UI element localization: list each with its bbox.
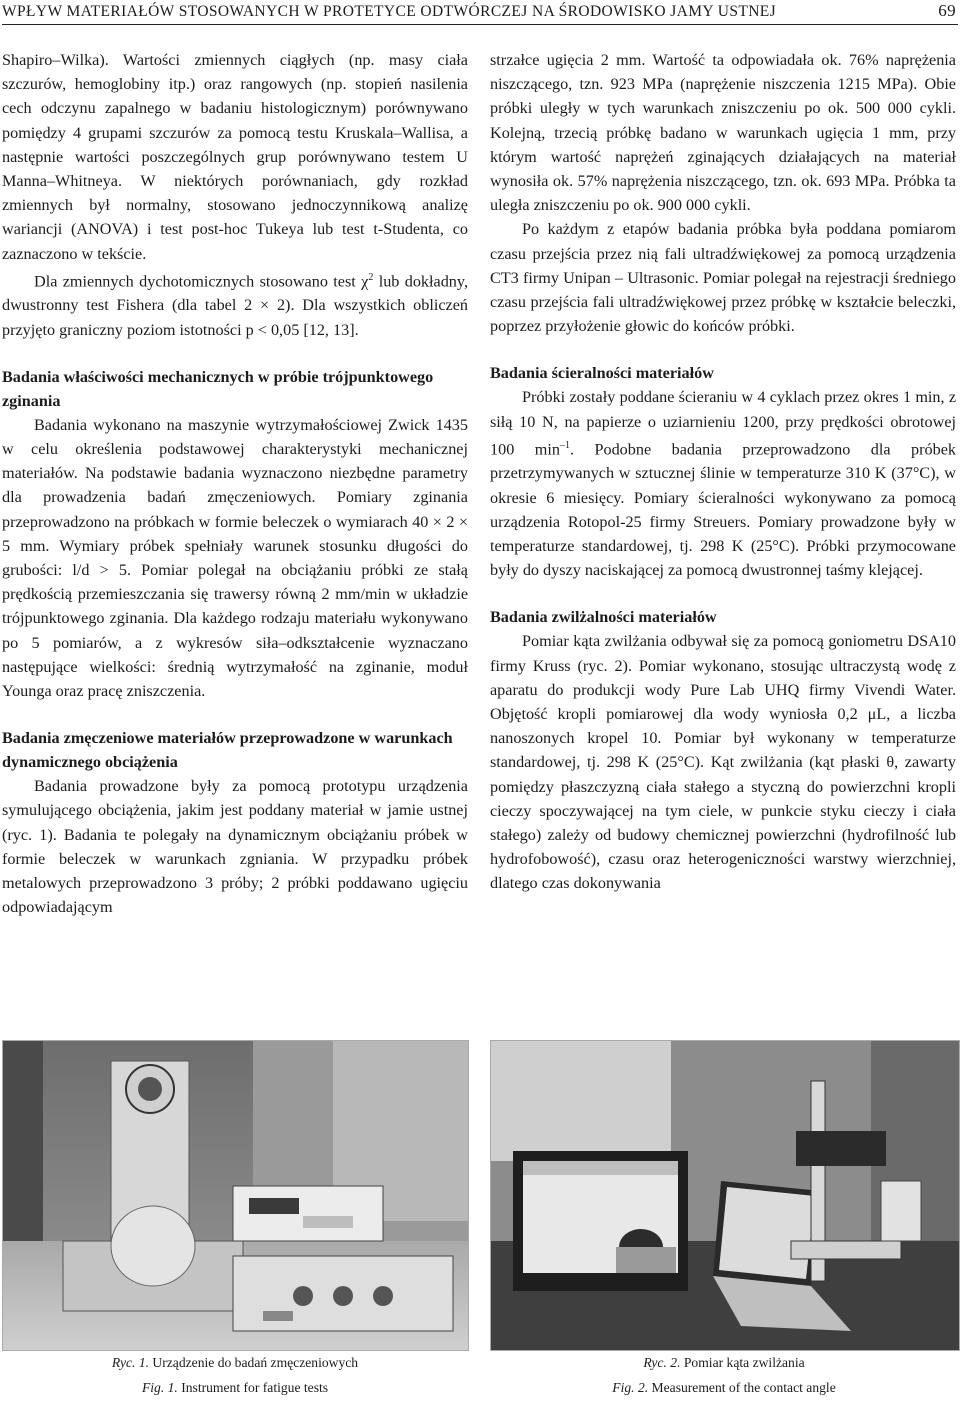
figure-2-caption — [490, 1354, 958, 1397]
abrasion-text-b: . Podobne badania przeprowadzono dla próbek przetrzymywanych w sztucznej ślinie w temperaturze 310 K (37°C), w okresie 6 miesięcy. Pomiary ścieralności wykonywano za pomocą urządzenia Rotopol-25 firmy Streuers. Pomiary prowadzone były w temperaturze standardowej, tj. 298 K (25°C). Próbki przymocowane były do dyszy naciskającej za pomocą dwustronnej taśmy klejącej. — [490, 440, 956, 580]
paragraph-wettability: Pomiar kąta zwilżania odbywał się za pomocą goniometru DSA10 firmy Kruss (ryc. 2). Pomiar wykonano, stosując ultraczystą wodę z aparatu do produkcji wody Pure Lab UHQ firmy Vivendi Water. Objętość kropli pomiarowej dla wody wyniosła 0,2 μL, a liczba nanoszonych kropel 10. Pomiar był wykonany w temperaturze standardowej, tj. 298 K (25°C). Kąt zwilżania (kąt płaski θ, zawarty pomiędzy płaszczyzną ciała stałego a styczną do powierzchni kropli cieczy spoczywającej na tym ciele, w punkcie styku cieczy i ciała stałego) zależy od budowy chemicznej powierzchni (hydrofilność lub hydrofobowość), czasu oraz heterogeniczności warstwy wierzchniej, dlatego czas dokonywania — [490, 632, 956, 893]
figure-1-label-en: Fig. 1. — [141, 1380, 178, 1395]
paragraph-fatigue: Badania prowadzone były za pomocą prototypu urządzenia symulującego obciążenia, jakim jest poddany materiał w jamie ustnej (ryc. 1). Badania te polegały na dynamicznym obciążaniu próbek w formie beleczek w warunkach zgniania. W przypadku próbek metalowych przeprowadzono 3 próby; 2 próbki poddawano ugięciu odpowiadającym — [2, 777, 468, 917]
chi-square-text-b: lub dokładny, dwustronny test Fishera (dla tabel 2 × 2). Dla wszystkich obliczeń przyjęto graniczny poziom istotności p < 0,05 [12, 13]. — [2, 272, 468, 339]
left-column — [2, 48, 468, 919]
page-number: 69 — [938, 1, 956, 20]
figure-2-caption-en — [490, 1379, 958, 1397]
running-header-title: WPŁYW MATERIAŁÓW STOSOWANYCH W PROTETYCE ODTWÓRCZEJ NA ŚRODOWISKO JAMY USTNEJ — [2, 3, 777, 20]
abrasion-superscript: –1 — [559, 439, 570, 451]
figure-1-caption — [2, 1354, 468, 1397]
figure-2-label-pl: Ryc. 2. — [643, 1355, 681, 1370]
chi-square-text-a: Dla zmiennych dychotomicznych stosowano test χ — [34, 272, 369, 291]
figure-2-caption-pl — [490, 1354, 958, 1372]
section-heading-bending: Badania właściwości mechanicznych w próbie trójpunktowego zginania — [2, 367, 434, 410]
paragraph-fatigue-continued: strzałce ugięcia 2 mm. Wartość ta odpowiadała ok. 76% naprężenia niszczącego, tzn. 923 MPa (naprężenie niszczenia 1215 MPa). Obie próbki uległy w tych warunkach zniszczeniu po ok. 500 000 cykli. Kolejną, trzecią próbkę badano w warunkach ugięcia 1 mm, przy którym wartość naprężeń zginających działających na materiał wynosiła ok. 57% naprężenia niszczącego, tzn. ok. 693 MPa. Próbka ta uległa zniszczeniu po ok. 900 000 cykli. — [490, 51, 956, 215]
paragraph-statistics: Shapiro–Wilka). Wartości zmiennych ciągłych (np. masy ciała szczurów, hemoglobiny itp.) oraz rangowych (np. stopień nasilenia cech odczynu zapalnego w badaniu histologicznym) porównywano pomiędzy 4 grupami szczurów za pomocą testu Kruskala–Wallisa, a następnie wartości poszczególnych grup porównywano testem U Manna–Whitneya. W niektórych porównaniach, gdy rozkład zmiennych był normalny, stosowano jednoczynnikową analizę wariancji (ANOVA) i test post-hoc Tukeya lub test t-Studenta, co zaznaczono w tekście. — [2, 51, 468, 263]
paragraph-abrasion — [490, 385, 956, 582]
figure-goniometer-photo — [490, 1040, 960, 1351]
figure-1-caption-pl — [2, 1354, 468, 1372]
running-header — [2, 0, 958, 25]
right-column — [490, 48, 956, 896]
figure-1-caption-en — [2, 1379, 468, 1397]
abrasion-text-a: Próbki zostały poddane ścieraniu w 4 cyklach przez okres 1 min, z siłą 10 N, na papierze o uziarnieniu 1200, przy prędkości obrotowej 100 min — [490, 388, 956, 459]
figure-fatigue-instrument-photo — [2, 1040, 469, 1351]
figure-1-text-en: Instrument for fatigue tests — [177, 1380, 329, 1395]
figure-1-text-pl: Urządzenie do badań zmęczeniowych — [149, 1355, 359, 1370]
paragraph-chi-square — [2, 266, 468, 342]
figure-2-label-en: Fig. 2. — [612, 1380, 649, 1395]
section-heading-fatigue: Badania zmęczeniowe materiałów przeprowadzone w warunkach dynamicznego obciążenia — [2, 729, 453, 772]
figure-1-label-pl: Ryc. 1. — [111, 1355, 150, 1370]
section-heading-abrasion: Badania ścieralności materiałów — [490, 364, 714, 383]
paragraph-bending: Badania wykonano na maszynie wytrzymałościowej Zwick 1435 w celu określenia podstawowej charakterystyki mechanicznej materiałów. Na podstawie badania wyznaczono niezbędne parametry dla prowadzenia badań zmęczeniowych. Pomiary zginania przeprowadzono na próbkach w formie beleczek o wymiarach 40 × 2 × 5 mm. Wymiary próbek spełniały warunek stosunku długości do grubości: l/d > 5. Pomiar polegał na obciążaniu próbki ze stałą prędkością przemieszczania się trawersy równą 2 mm/min w układzie trójpunktowego zginania. Dla każdego rodzaju materiału wykonywano po 5 pomiarów, a z wykresów siła–odkształcenie wyznaczano następujące wielkości: średnią wytrzymałość na zginanie, moduł Younga oraz pracę zniszczenia. — [2, 415, 468, 701]
figures-area — [2, 1040, 960, 1401]
paragraph-ultrasonic: Po każdym z etapów badania próbka była poddana pomiarom czasu przejścia przez nią fali ultradźwiękowej za pomocą urządzenia CT3 firmy Unipan – Ultrasonic. Pomiar polegał na rejestracji średniego czasu przejścia fali ultradźwiękowej przez próbkę w kształcie beleczki, poprzez przyłożenie głowic do końców próbki. — [490, 220, 956, 336]
figure-2-text-en: Measurement of the contact angle — [648, 1380, 836, 1395]
section-heading-wettability: Badania zwilżalności materiałów — [490, 608, 717, 627]
chi-square-superscript: 2 — [368, 271, 374, 283]
figure-2-text-pl: Pomiar kąta zwilżania — [680, 1355, 805, 1370]
